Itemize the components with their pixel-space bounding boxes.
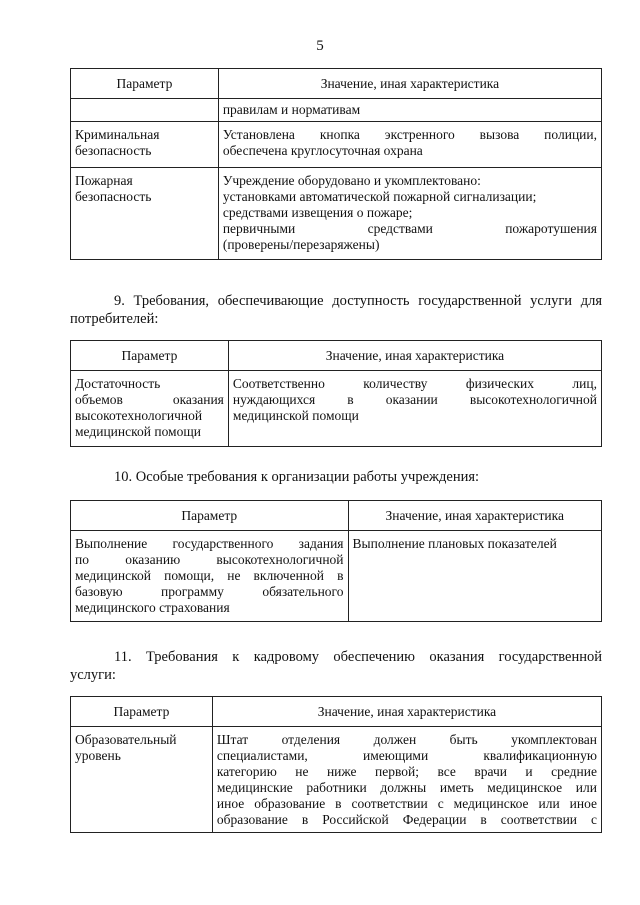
table10-param	[71, 531, 349, 622]
section9-heading	[70, 292, 602, 328]
table10-value: Выполнение плановых показателей	[348, 531, 601, 622]
value-line: специалистами, имеющими квалификационную	[216, 748, 597, 763]
value-line: иное образование в соответствии с медицинское или иное	[216, 796, 597, 811]
param-line: Образовательный	[75, 732, 177, 747]
heading-line: потребителей:	[70, 311, 159, 327]
value-line: Штат отделения должен быть укомплектован	[216, 732, 597, 747]
table1-row0-param	[71, 99, 219, 122]
param-line: Пожарная	[75, 173, 133, 188]
value-line: нуждающихся в оказании высокотехнологичной	[232, 392, 597, 407]
page-number: 5	[316, 38, 324, 54]
table9-value	[228, 371, 601, 447]
value-line: категорию не ниже первой; все врачи и средние	[216, 764, 597, 779]
param-line: высокотехнологичной	[75, 408, 203, 423]
section11-heading	[70, 648, 602, 684]
table1-row0-value: правилам и нормативам	[218, 99, 601, 122]
param-line: объемов оказания	[75, 392, 224, 407]
value-line: медицинские работники должны иметь медицинское или	[216, 780, 597, 795]
table1-header-param: Параметр	[71, 69, 219, 99]
table1-row2-value	[218, 168, 601, 260]
table9-header-value: Значение, иная характеристика	[228, 341, 601, 371]
param-line: медицинского страхования	[75, 600, 230, 615]
param-line: Достаточность	[75, 376, 161, 391]
table10-header-value: Значение, иная характеристика	[348, 501, 601, 531]
param-line: медицинской помощи, не включенной в	[75, 568, 344, 583]
value-line: установками автоматической пожарной сигнализации;	[222, 189, 537, 204]
param-line: безопасность	[75, 143, 152, 158]
table1-header-value: Значение, иная характеристика	[218, 69, 601, 99]
value-line: Учреждение оборудовано и укомплектовано:	[222, 173, 481, 188]
special-requirements-table	[70, 500, 602, 622]
param-line: безопасность	[75, 189, 152, 204]
table1-row1-value	[218, 122, 601, 168]
value-line: образование в Российской Федерации в соответствии с	[216, 812, 597, 827]
value-line: медицинской помощи	[232, 408, 359, 423]
table11-header-value: Значение, иная характеристика	[212, 697, 601, 727]
param-line: медицинской помощи	[75, 424, 201, 439]
value-line: Соответственно количеству физических лиц,	[232, 376, 597, 391]
value-line: средствами извещения о пожаре;	[222, 205, 413, 220]
table9-param	[71, 371, 229, 447]
staffing-table	[70, 696, 602, 833]
table11-param	[71, 727, 213, 833]
param-line: Выполнение государственного задания	[75, 536, 344, 551]
param-line: уровень	[75, 748, 121, 763]
table1-row1-param	[71, 122, 219, 168]
value-line: первичными средствами пожаротушения	[222, 221, 597, 236]
heading-line: 11. Требования к кадровому обеспечению оказания государственной	[114, 649, 602, 665]
table9-header-param: Параметр	[71, 341, 229, 371]
value-line: обеспечена круглосуточная охрана	[222, 143, 423, 158]
safety-table	[70, 68, 602, 260]
value-line: (проверены/перезаряжены)	[222, 237, 380, 252]
table1-row2-param	[71, 168, 219, 260]
param-line: базовую программу обязательного	[75, 584, 344, 599]
heading-line: 9. Требования, обеспечивающие доступность государственной услуги для	[114, 293, 602, 309]
param-line: по оказанию высокотехнологичной	[75, 552, 344, 567]
param-line: Криминальная	[75, 127, 160, 142]
heading-line: услуги:	[70, 667, 116, 683]
value-line: Установлена кнопка экстренного вызова полиции,	[222, 127, 597, 142]
table11-header-param: Параметр	[71, 697, 213, 727]
section10-heading: 10. Особые требования к организации работы учреждения:	[114, 469, 480, 485]
table11-value	[212, 727, 601, 833]
table10-header-param: Параметр	[71, 501, 349, 531]
accessibility-table	[70, 340, 602, 447]
